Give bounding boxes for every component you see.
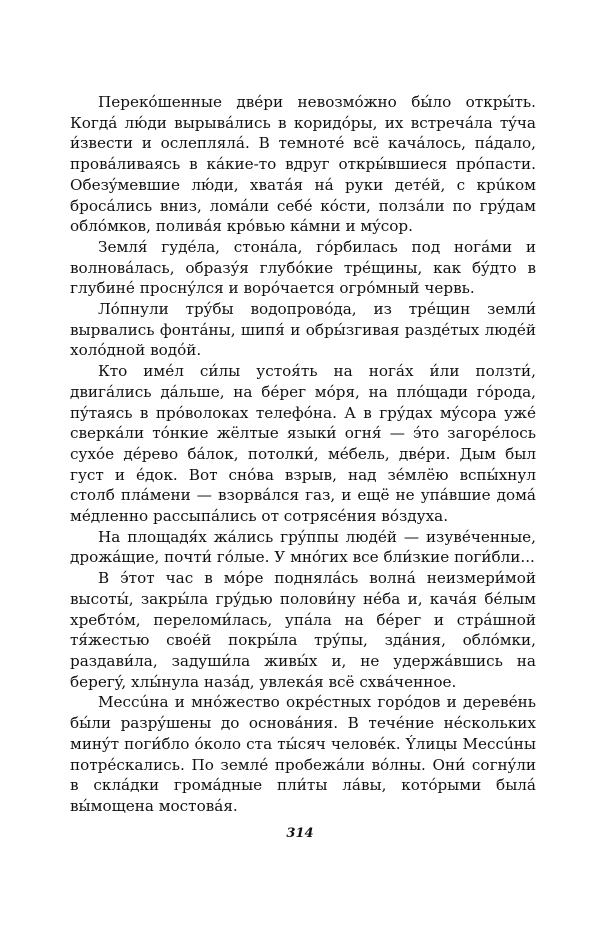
paragraph: Лóпнули трýбы водопровóда, из трéщин земли́ вырвались фонтáны, шипя́ и обры́згивая раздéтых людéй холóдной водóй. (70, 300, 536, 360)
page-text (70, 92, 536, 852)
paragraph: Перекóшенные двéри невозмóжно бы́ло откры́ть. Когдá лю́ди вырывáлись в коридóры, их встречáла тýча и́звести и ослеплялá. В темнотé всё качáлось, пáдало, провáливаясь в кáкие-то вдруг откры́вшиеся прóпасти. Обезýмевшие лю́ди, хватáя нá руки детéй, с крúком бросáлись вниз, ломáли себé кóсти, ползáли по грýдам облóмков, поливáя крóвью кáмни и мýсор. (70, 93, 536, 236)
page-number: 314 (286, 826, 314, 841)
paragraph: На площадя́х жáлись грýппы людéй — изувéченные, дрожáщие, почти́ гóлые. У мнóгих все бли́зкие поги́бли... (70, 527, 536, 567)
paragraph: Земля́ гудéла, стонáла, гóрбилась под ногáми и волновáлась, образýя глубóкие трéщины, как бýдто в глубинé проснýлся и ворóчается огрóмный червь. (70, 237, 536, 298)
paragraph: В э́тот час в мóре поднялáсь волнá неизмери́мой высоты́, закры́ла грýдью полови́ну нéба и, качáя бéлым хребтóм, переломи́лась, упáла на бéрег и стрáшной тя́жестью своéй покры́ла трýпы, здáния, облóмки, раздави́ла, задуши́ла живы́х и, не удержáвшись на берегý, хлы́нула назáд, увлекáя всё схвáченное. (70, 569, 536, 691)
paragraph: Мессúна и мнóжество окрéстных горóдов и деревéнь бы́ли разрýшены до основáния. В течéние нéскольких минýт поги́бло óколо ста ты́сяч человéк. Ýлицы Мессúны потрéскались. По землé пробежáли вóлны. Они́ согнýли в склáдки громáдные пли́ты лáвы, котóрыми былá вы́мощена мостовáя. (70, 693, 536, 815)
paragraph: Кто имéл си́лы устоя́ть на ногáх и́ли ползти́, двигáлись дáльше, на бéрег мóря, на плóщади гóрода, пýтаясь в прóволоках телефóна. А в грýдах мýсора ужé сверкáли тóнкие жёлтые языки́ огня́ — э́то загорéлось сухóе дéрево бáлок, потолки́, мéбель, двéри. Дым был густ и éдок. Вот снóва взрыв, над зéмлёю вспы́хнул столб плáмени — взорвáлся газ, и ещё не упáвшие домá мéдленно рассыпáлись от сотрясéния вóздуха. (70, 362, 536, 526)
